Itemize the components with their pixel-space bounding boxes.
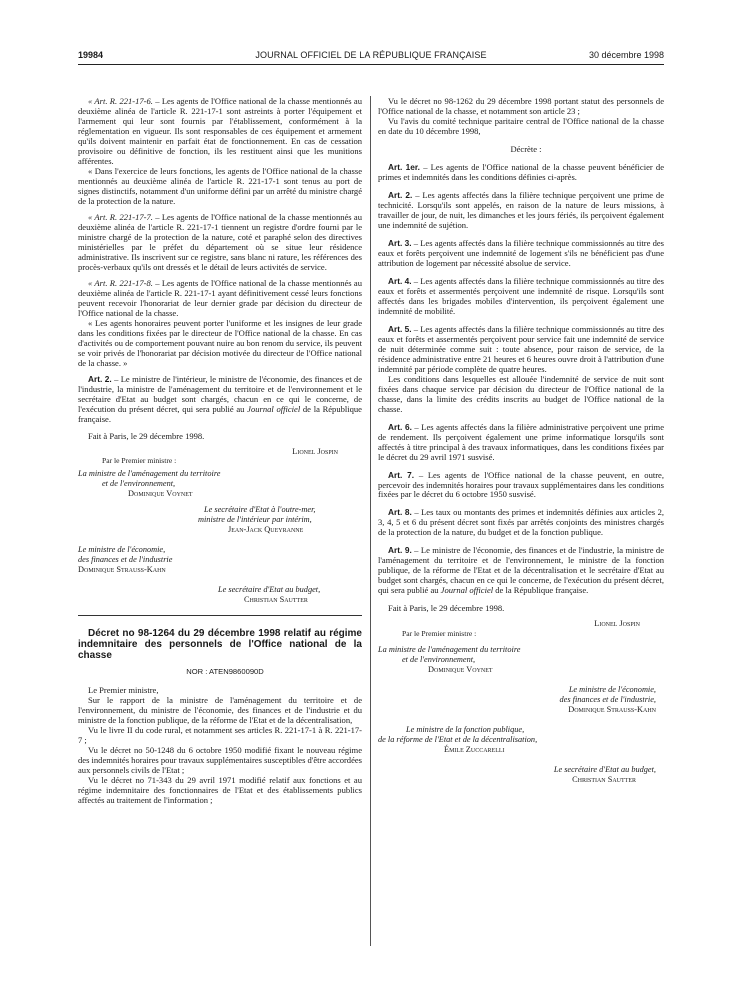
article-text: – Les agents affectés dans la filière technique perçoivent une prime de technicité. Lorsqu'ils sont appelés, en raison de la nature de leurs missions, à travailler de jour, de nuit, les dimanches et les jours fériés, ils perçoivent également une indemnité de sujétion. <box>378 189 664 230</box>
signature-preamble: Par le Premier ministre : <box>402 629 477 639</box>
signature-name: Christian Sautter <box>244 595 308 605</box>
issue-date: 30 décembre 1998 <box>588 50 664 60</box>
article-text: de la République française. <box>493 585 589 596</box>
signature-title: Le secrétaire d'Etat au budget, <box>218 585 321 595</box>
signature-title: et de l'environnement, <box>102 479 176 489</box>
left-column <box>78 96 362 805</box>
article-text: de la République française. <box>78 403 362 424</box>
article-label: Art. 8. <box>388 507 412 518</box>
paragraph: « Dans l'exercice de leurs fonctions, les agents de l'Office national de la chasse mentionnés au deuxième alinéa de l'article R. 221-17-1 sont tenus au port de signes distinctifs, notamment d'un uniforme défini par un arrêté du ministre chargé de la protection de la nature. <box>78 165 362 206</box>
signature-name: Lionel Jospin <box>594 619 640 629</box>
signature-block <box>378 619 664 785</box>
article-label: Art. 9. <box>388 545 412 556</box>
article-r221-17-8 <box>78 278 362 318</box>
signature-name: Dominique Strauss-Kahn <box>568 705 656 715</box>
signature-title: Le secrétaire d'Etat à l'outre-mer, <box>204 505 316 515</box>
article-text: – Les agents affectés dans la filière technique commissionnés au titre des eaux et forêts et assermentés perçoivent une indemnité de risque. Lorsqu'ils sont affectés dans les brigades mobiles d'intervention, ils perçoivent également une indemnité de mobilité. <box>378 275 664 316</box>
article-label: Art. 2. <box>88 373 112 384</box>
article-text: – Les agents de l'Office national de la chasse peuvent, en outre, percevoir des indemnités horaires pour travaux supplémentaires dans les conditions fixées par le décret du 6 octobre 1950 susvisé. <box>378 469 664 500</box>
article-label: Art. 1er. <box>388 161 420 172</box>
article-text: – Le ministre de l'intérieur, le ministre de l'économie, des finances et de l'industrie, la ministre de l'aménagement du territoire et de l'environnement et le secrétaire d'Etat au budget sont chargés, chacun en ce qui le concerne, de l'exécution du présent décret, qui sera publié au <box>78 373 362 414</box>
journal-ref: Journal officiel <box>440 585 494 596</box>
journal-ref: Journal officiel <box>247 403 301 414</box>
signature-title: des finances et de l'industrie, <box>559 695 656 705</box>
article-6 <box>378 422 664 462</box>
page-header <box>78 50 664 64</box>
signature-title: Le ministre de l'économie, <box>78 545 166 555</box>
article-text: – Les agents de l'Office national de la chasse mentionnés au deuxième alinéa de l'article R. 221-17-1 ayant définitivement cessé leurs fonctions peuvent recevoir l'honorariat de leur dernier grade par décision du directeur de l'Office national de la chasse. <box>78 277 362 318</box>
paragraph: Les conditions dans lesquelles est allouée l'indemnité de service de nuit sont fixées dans chaque service par décision du directeur de l'Office national de la chasse, dans la limite des crédits inscrits au budget de l'Office national de la chasse. <box>378 373 664 414</box>
signature-title: des finances et de l'industrie <box>78 555 173 565</box>
column-divider <box>370 96 371 946</box>
article-label: Art. 6. <box>388 421 412 432</box>
signature-title: de la réforme de l'Etat et de la décentralisation, <box>378 735 538 745</box>
article-ref: « Art. R. 221-17-7. <box>88 211 153 222</box>
article-text: – Les agents de l'Office national de la chasse mentionnés au deuxième alinéa de l'article R. 221-17-1 tiennent un registre d'ordre fourni par le ministre chargé de la protection de la nature, coté et paraphé selon des directives ministérielles par le préfet du département où se situe leur résidence administrative. Ils inscrivent sur ce registre, sans blanc ni rature, les références des procès-verbaux qu'ils ont dressés et le détail de leurs activités de service. <box>78 211 362 272</box>
fait-a-paris: Fait à Paris, le 29 décembre 1998. <box>388 603 505 614</box>
signature-title: Le ministre de l'économie, <box>568 685 656 695</box>
article-8 <box>378 507 664 537</box>
article-9 <box>378 545 664 595</box>
visa: Vu le décret no 98-1262 du 29 décembre 1998 portant statut des personnels de l'Office national de la chasse, et notamment son article 23 ; <box>378 96 664 116</box>
signature-title: La ministre de l'aménagement du territoire <box>78 469 221 479</box>
journal-title: JOURNAL OFFICIEL DE LA RÉPUBLIQUE FRANÇAISE <box>255 50 487 60</box>
article-ref: « Art. R. 221-17-8. <box>88 277 153 288</box>
article-2 <box>78 374 362 424</box>
nor-reference: NOR : ATEN9860090D <box>186 667 264 677</box>
article-label: Art. 7. <box>388 469 415 480</box>
signature-title: et de l'environnement, <box>402 655 476 665</box>
paragraph: Le Premier ministre, <box>88 685 159 696</box>
visa: Vu le décret no 50-1248 du 6 octobre 1950 modifié fixant le nouveau régime des indemnités horaires pour travaux supplémentaires susceptibles d'être accordées aux personnels civils de l'Etat ; <box>78 745 362 776</box>
signature-name: Jean-Jack Queyranne <box>228 525 304 535</box>
header-rule <box>78 64 664 65</box>
signature-name: Lionel Jospin <box>292 446 338 456</box>
article-text: – Les agents affectés dans la filière technique commissionnés au titre des eaux et forêts et assermentés perçoivent pour service fait une indemnité de service de nuit déterminée comme suit : toute absence, pour raison de service, de la résidence administrative entre 21 heures et 6 heures ouvre droit à l'attribution d'une indemnité par période complète de quatre heures. <box>378 323 664 374</box>
visa: Sur le rapport de la ministre de l'aménagement du territoire et de l'environnement, du ministre de l'économie, des finances et de l'industrie et du ministre de la fonction publique, de la réforme de l'Etat et de la décentralisation, <box>78 695 362 726</box>
article-r221-17-7 <box>78 212 362 272</box>
fait-a-paris: Fait à Paris, le 29 décembre 1998. <box>88 430 205 441</box>
article-r221-17-6 <box>78 96 362 166</box>
article-2 <box>378 190 664 230</box>
decree-title: Décret no 98-1264 du 29 décembre 1998 relatif au régime indemnitaire des personnels de l'Office national de la chasse <box>78 628 362 662</box>
article-text: – Les agents affectés dans la filière administrative perçoivent une prime de rendement. Ils perçoivent également une prime informatique lorsqu'ils sont affectés à titre principal à des travaux informatiques, dans les conditions fixées par le décret du 29 avril 1971 susvisé. <box>378 421 665 462</box>
signature-name: Dominique Strauss-Kahn <box>78 565 166 575</box>
article-label: Art. 2. <box>388 189 413 200</box>
article-text: – Les agents de l'Office national de la chasse peuvent bénéficier de primes et indemnités dans les conditions définies ci-après. <box>378 161 664 182</box>
signature-name: Émile Zuccarelli <box>444 745 505 755</box>
article-text: – Les taux ou montants des primes et indemnités définies aux articles 2, 3, 4, 5 et 6 du présent décret sont fixés par arrêtés conjoints des ministres chargés de la protection de la nature, du budget et de la fonction publique. <box>378 507 664 538</box>
signature-title: Le secrétaire d'Etat au budget, <box>553 765 656 775</box>
article-3 <box>378 238 664 268</box>
signature-title: La ministre de l'aménagement du territoire <box>378 645 521 655</box>
article-text: – Les agents de l'Office national de la chasse mentionnés au deuxième alinéa de l'article R. 221-17-1 sont astreints à porter l'équipement et l'armement qui leur sont fournis par l'établissement, conformément à la réglementation en vigueur. Ils sont responsables de ces équipement et armement qu'ils doivent maintenir en parfait état de fonctionnement. En cas de cessation provisoire ou définitive de fonction, ils les restituent ainsi que les munitions afférentes. <box>78 96 362 166</box>
article-text: – Le ministre de l'économie, des finances et de l'industrie, la ministre de l'aménagement du territoire et de l'environnement, le ministre de la fonction publique, de la réforme de l'Etat et de la décentralisation et le secrétaire d'Etat au budget sont chargés, chacun en ce qui le concerne, de l'exécution du présent décret, qui sera publié au <box>378 545 664 596</box>
article-text: – Les agents affectés dans la filière technique commissionnés au titre des eaux et forêts perçoivent une indemnité de logement s'ils ne bénéficient pas d'une attribution de logement par nécessité absolue de service. <box>378 237 664 268</box>
visa: Vu le décret no 71-343 du 29 avril 1971 modifié relatif aux fonctions et au régime indemnitaire des fonctionnaires de l'Etat et des établissements publics affectés au traitement de l'information ; <box>78 775 362 806</box>
paragraph: « Les agents honoraires peuvent porter l'uniforme et les insignes de leur grade dans les conditions fixées par le directeur de l'Office national de la chasse. En cas d'activités ou de comportement pouvant nuire au bon renom du service, ils peuvent se voir privés de l'honorariat par décision motivée du directeur de l'Office national de la chasse. » <box>78 317 362 368</box>
article-1 <box>378 162 664 182</box>
article-ref: « Art. R. 221-17-6. <box>88 96 153 106</box>
signature-name: Christian Sautter <box>572 775 636 785</box>
article-7 <box>378 470 664 500</box>
signature-block <box>78 447 362 606</box>
visa: Vu le livre II du code rural, et notamment ses articles R. 221-17-1 à R. 221-17-7 ; <box>78 725 362 746</box>
signature-name: Dominique Voynet <box>128 489 193 499</box>
article-label: Art. 3. <box>388 237 412 248</box>
right-column <box>378 96 664 785</box>
signature-title: ministre de l'intérieur par intérim, <box>198 515 312 525</box>
article-label: Art. 5. <box>388 323 412 334</box>
signature-title: Le ministre de la fonction publique, <box>406 725 525 735</box>
article-5 <box>378 324 664 374</box>
article-4 <box>378 276 664 316</box>
section-rule <box>78 615 362 616</box>
signature-name: Dominique Voynet <box>428 665 493 675</box>
signature-preamble: Par le Premier ministre : <box>102 456 177 466</box>
page-number: 19984 <box>78 50 104 60</box>
decrete: Décrète : <box>510 143 542 154</box>
article-label: Art. 4. <box>388 275 412 286</box>
visa: Vu l'avis du comité technique paritaire central de l'Office national de la chasse en date du 10 décembre 1998, <box>378 115 664 136</box>
